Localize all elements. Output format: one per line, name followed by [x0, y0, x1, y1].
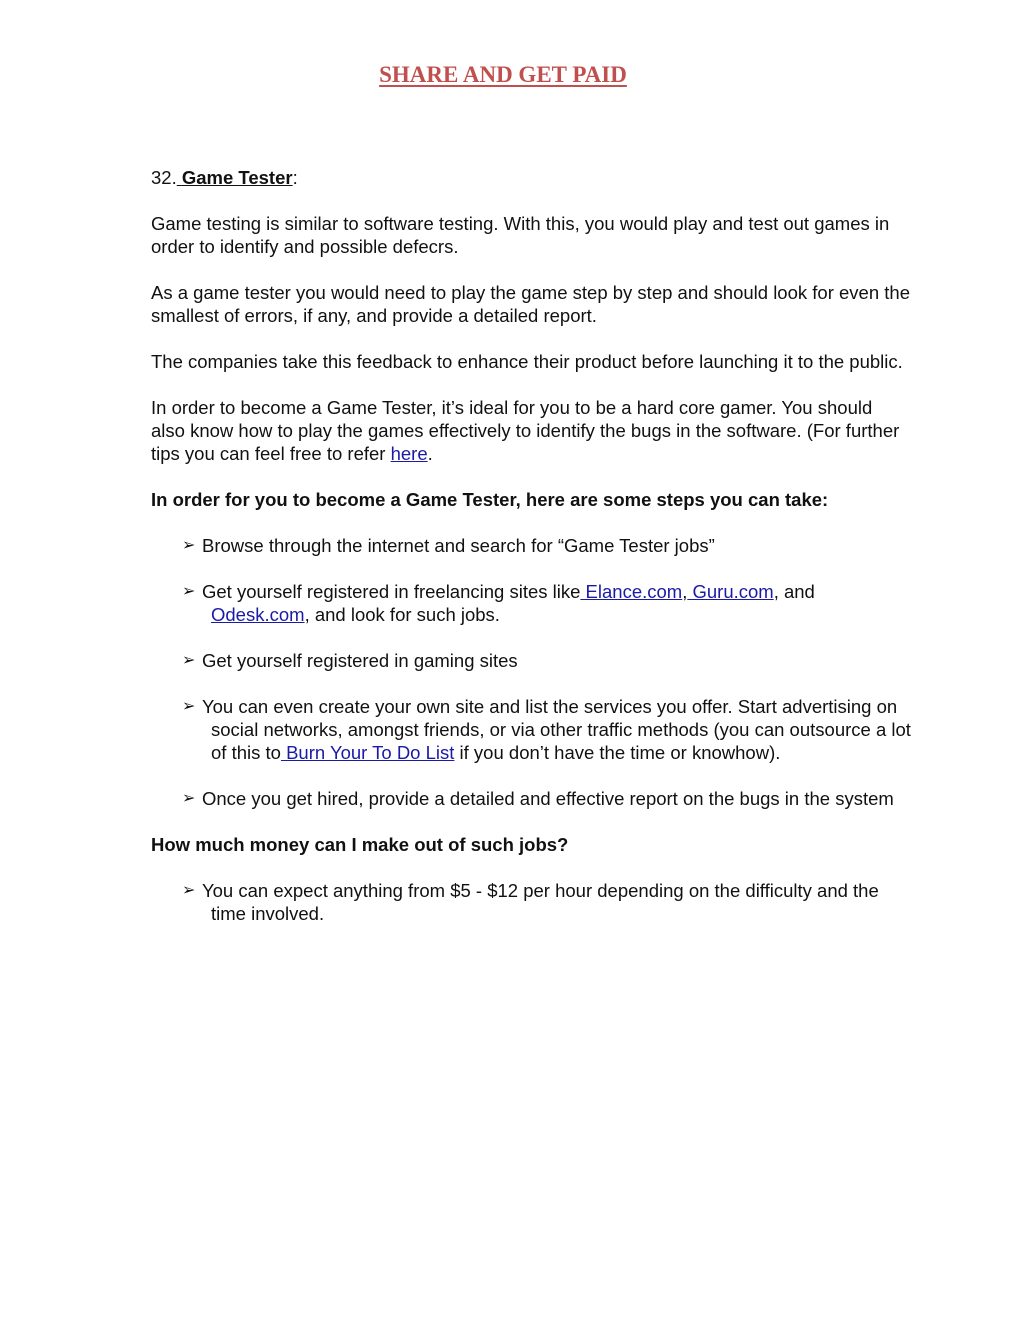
step-text: Browse through the internet and search for “Game Tester jobs”	[202, 535, 715, 556]
money-text: You can expect anything from $5 - $12 per hour depending on the difficulty and the time involved.	[202, 880, 879, 924]
arrow-bullet-icon: ➢	[182, 537, 196, 554]
step-text: Get yourself registered in freelancing sites like Elance.com, Guru.com, and Odesk.com, and look for such jobs.	[202, 581, 815, 625]
burn-your-to-do-list-link[interactable]: Burn Your To Do List	[280, 742, 455, 763]
step-text: Once you get hired, provide a detailed and effective report on the bugs in the system	[202, 788, 894, 809]
requirements-end: .	[427, 443, 433, 464]
paragraph-requirements	[151, 396, 911, 465]
document-body	[151, 166, 911, 948]
section-number: 32.	[151, 167, 177, 188]
odesk-link[interactable]: Odesk.com	[211, 604, 305, 625]
list-item	[151, 879, 911, 925]
arrow-bullet-icon: ➢	[182, 790, 196, 807]
arrow-bullet-icon: ➢	[182, 698, 196, 715]
section-heading	[151, 166, 911, 189]
steps-list	[151, 534, 911, 810]
paragraph-tester-role: As a game tester you would need to play the game step by step and should look for even the smallest of errors, if any, and provide a detailed report.	[151, 282, 910, 326]
list-item	[151, 580, 911, 626]
page-title: SHARE AND GET PAID	[379, 62, 627, 87]
arrow-bullet-icon: ➢	[182, 882, 196, 899]
list-item	[151, 649, 911, 672]
here-link[interactable]: here	[390, 443, 428, 464]
arrow-bullet-icon: ➢	[182, 652, 196, 669]
requirements-text: In order to become a Game Tester, it’s ideal for you to be a hard core gamer. You should also know how to play the games effectively to identify the bugs in the software. (For further tips you can feel free to refer	[151, 397, 900, 464]
list-item	[151, 534, 911, 557]
paragraph-intro: Game testing is similar to software testing. With this, you would play and test out games in order to identify and possible defecrs.	[151, 213, 890, 257]
section-title: Game Tester	[181, 167, 293, 188]
step-text: Get yourself registered in gaming sites	[202, 650, 518, 671]
elance-link[interactable]: Elance.com	[580, 581, 683, 602]
arrow-bullet-icon: ➢	[182, 583, 196, 600]
money-list	[151, 879, 911, 925]
paragraph-feedback: The companies take this feedback to enhance their product before launching it to the public.	[151, 351, 903, 372]
steps-heading: In order for you to become a Game Tester, here are some steps you can take:	[151, 489, 829, 510]
list-item	[151, 787, 911, 810]
section-colon: :	[292, 167, 298, 188]
money-heading: How much money can I make out of such jobs?	[151, 834, 569, 855]
list-item	[151, 695, 911, 764]
guru-link[interactable]: Guru.com	[687, 581, 774, 602]
step-text: You can even create your own site and list the services you offer. Start advertising on social networks, amongst friends, or via other traffic methods (you can outsource a lot of this to Burn Your To Do List if you don’t have the time or knowhow).	[202, 696, 911, 763]
